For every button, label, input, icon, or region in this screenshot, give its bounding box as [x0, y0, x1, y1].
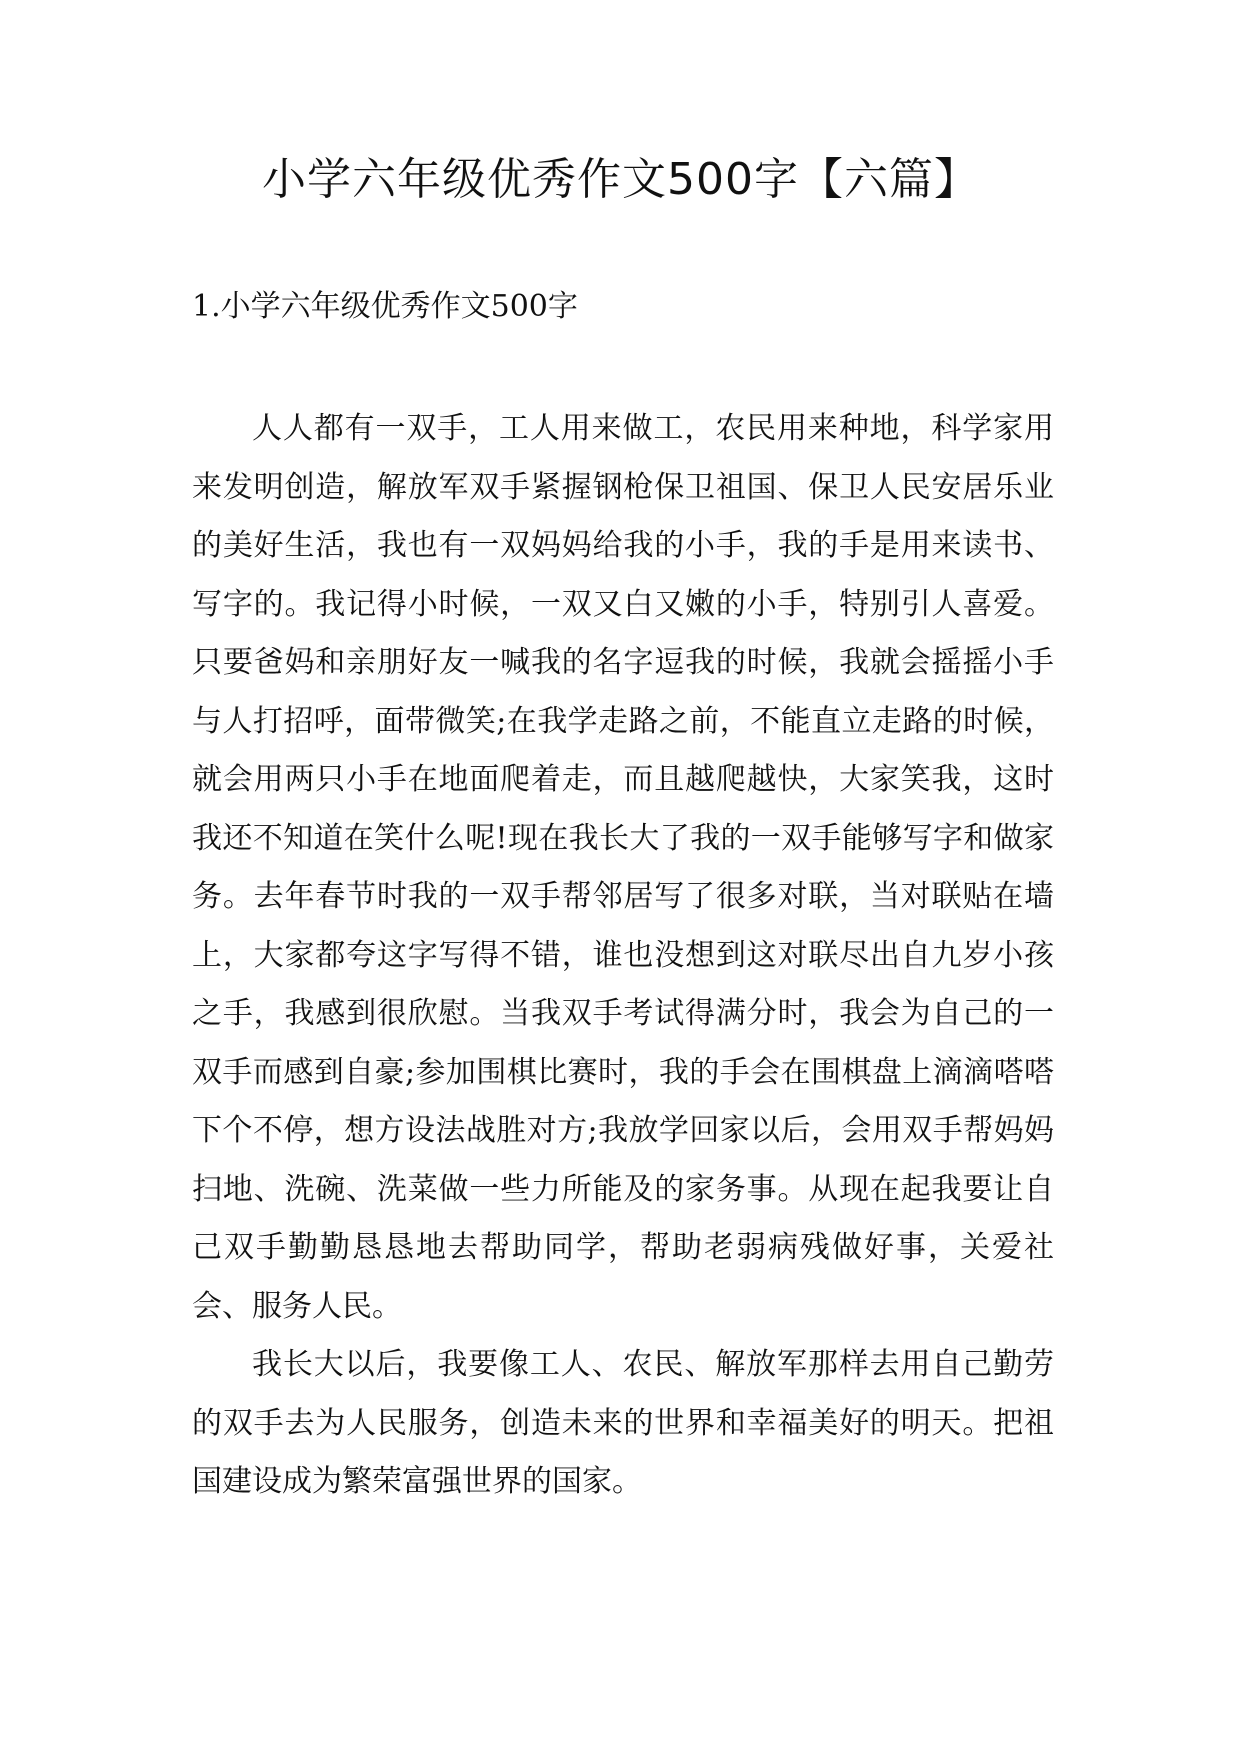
essay-paragraph-2: 我长大以后，我要像工人、农民、解放军那样去用自己勤劳的双手去为人民服务，创造未来的世界和幸福美好的明天。把祖国建设成为繁荣富强世界的国家。	[192, 1347, 1054, 1499]
essay-body	[192, 400, 1054, 1512]
document-title: 小学六年级优秀作文500字【六篇】	[262, 154, 979, 205]
section-heading: 1.小学六年级优秀作文500字	[192, 289, 578, 324]
essay-paragraph-1: 人人都有一双手，工人用来做工，农民用来种地，科学家用来发明创造，解放军双手紧握钢枪保卫祖国、保卫人民安居乐业的美好生活，我也有一双妈妈给我的小手，我的手是用来读书、写字的。我记得小时候，一双又白又嫩的小手，特别引人喜爱。只要爸妈和亲朋好友一喊我的名字逗我的时候，我就会摇摇小手与人打招呼，面带微笑;在我学走路之前，不能直立走路的时候，就会用两只小手在地面爬着走，而且越爬越快，大家笑我，这时我还不知道在笑什么呢!现在我长大了我的一双手能够写字和做家务。去年春节时我的一双手帮邻居写了很多对联，当对联贴在墙上，大家都夸这字写得不错，谁也没想到这对联尽出自九岁小孩之手，我感到很欣慰。当我双手考试得满分时，我会为自己的一双手而感到自豪;参加围棋比赛时，我的手会在围棋盘上滴滴嗒嗒下个不停，想方设法战胜对方;我放学回家以后，会用双手帮妈妈扫地、洗碗、洗菜做一些力所能及的家务事。从现在起我要让自己双手勤勤恳恳地去帮助同学，帮助老弱病残做好事，关爱社会、服务人民。	[192, 411, 1054, 1324]
